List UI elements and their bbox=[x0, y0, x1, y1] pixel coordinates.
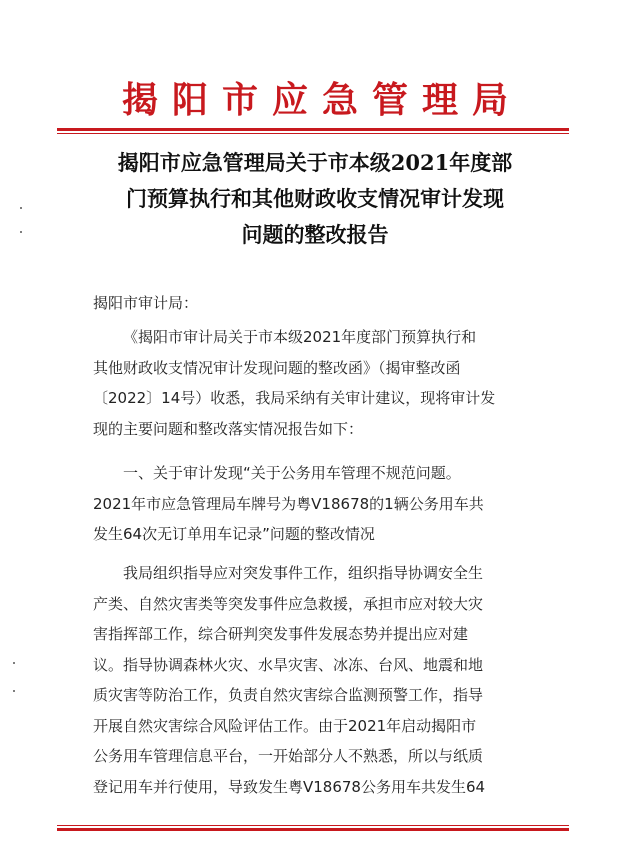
paragraph-line: 2021年市应急管理局车牌号为粤V18678的1辆公务用车共 bbox=[93, 494, 484, 513]
scan-speck bbox=[13, 690, 15, 692]
paragraph-line: 发生64次无订单用车记录”问题的整改情况 bbox=[93, 525, 375, 543]
paragraph-line: 〔2022〕14号）收悉，我局采纳有关审计建议，现将审计发 bbox=[93, 389, 496, 407]
letterhead-rule-thick bbox=[57, 128, 569, 131]
paragraph-line: 其他财政收支情况审计发现问题的整改函》（揭审整改函 bbox=[93, 358, 461, 377]
paragraph-line: 我局组织指导应对突发事件工作，组织指导协调安全生 bbox=[123, 564, 484, 582]
footer-rule-thick bbox=[57, 828, 569, 831]
document-title bbox=[60, 145, 570, 253]
paragraph-line: 议。指导协调森林火灾、水旱灾害、冰冻、台风、地震和地 bbox=[93, 655, 484, 674]
footer-rule-thin bbox=[57, 825, 569, 826]
paragraph-line: 开展自然灾害综合风险评估工作。由于2021年启动揭阳市 bbox=[93, 716, 477, 735]
paragraph-line: 《揭阳市审计局关于市本级2021年度部门预算执行和 bbox=[123, 328, 477, 346]
paragraph-line: 公务用车管理信息平台，一开始部分人不熟悉，所以与纸质 bbox=[93, 747, 484, 765]
paragraph-body bbox=[93, 558, 553, 802]
paragraph-intro bbox=[93, 322, 553, 444]
paragraph-section-heading bbox=[93, 458, 553, 550]
letterhead-rule-thin bbox=[57, 133, 569, 134]
paragraph-line: 产类、自然灾害类等突发事件应急救援，承担市应对较大灾 bbox=[93, 594, 484, 613]
scan-speck bbox=[13, 662, 15, 664]
title-line: 门预算执行和其他财政收支情况审计发现 bbox=[126, 186, 504, 211]
paragraph-line: 现的主要问题和整改落实情况报告如下： bbox=[93, 419, 364, 438]
scan-speck bbox=[20, 231, 22, 233]
paragraph-line: 一、关于审计发现“关于公务用车管理不规范问题。 bbox=[123, 464, 461, 482]
title-line: 问题的整改报告 bbox=[241, 222, 389, 247]
title-line: 揭阳市应急管理局关于市本级2021年度部 bbox=[117, 150, 513, 175]
salutation bbox=[93, 288, 553, 319]
letterhead-org-name: 揭阳市应急管理局 bbox=[121, 79, 522, 121]
paragraph-line: 质灾害等防治工作，负责自然灾害综合监测预警工作，指导 bbox=[93, 686, 484, 704]
salutation-text: 揭阳市审计局： bbox=[93, 294, 199, 312]
paragraph-line: 害指挥部工作，综合研判突发事件发展态势并提出应对建 bbox=[93, 625, 469, 643]
scan-speck bbox=[20, 207, 22, 209]
paragraph-line: 登记用车并行使用，导致发生粤V18678公务用车共发生64 bbox=[93, 777, 486, 796]
